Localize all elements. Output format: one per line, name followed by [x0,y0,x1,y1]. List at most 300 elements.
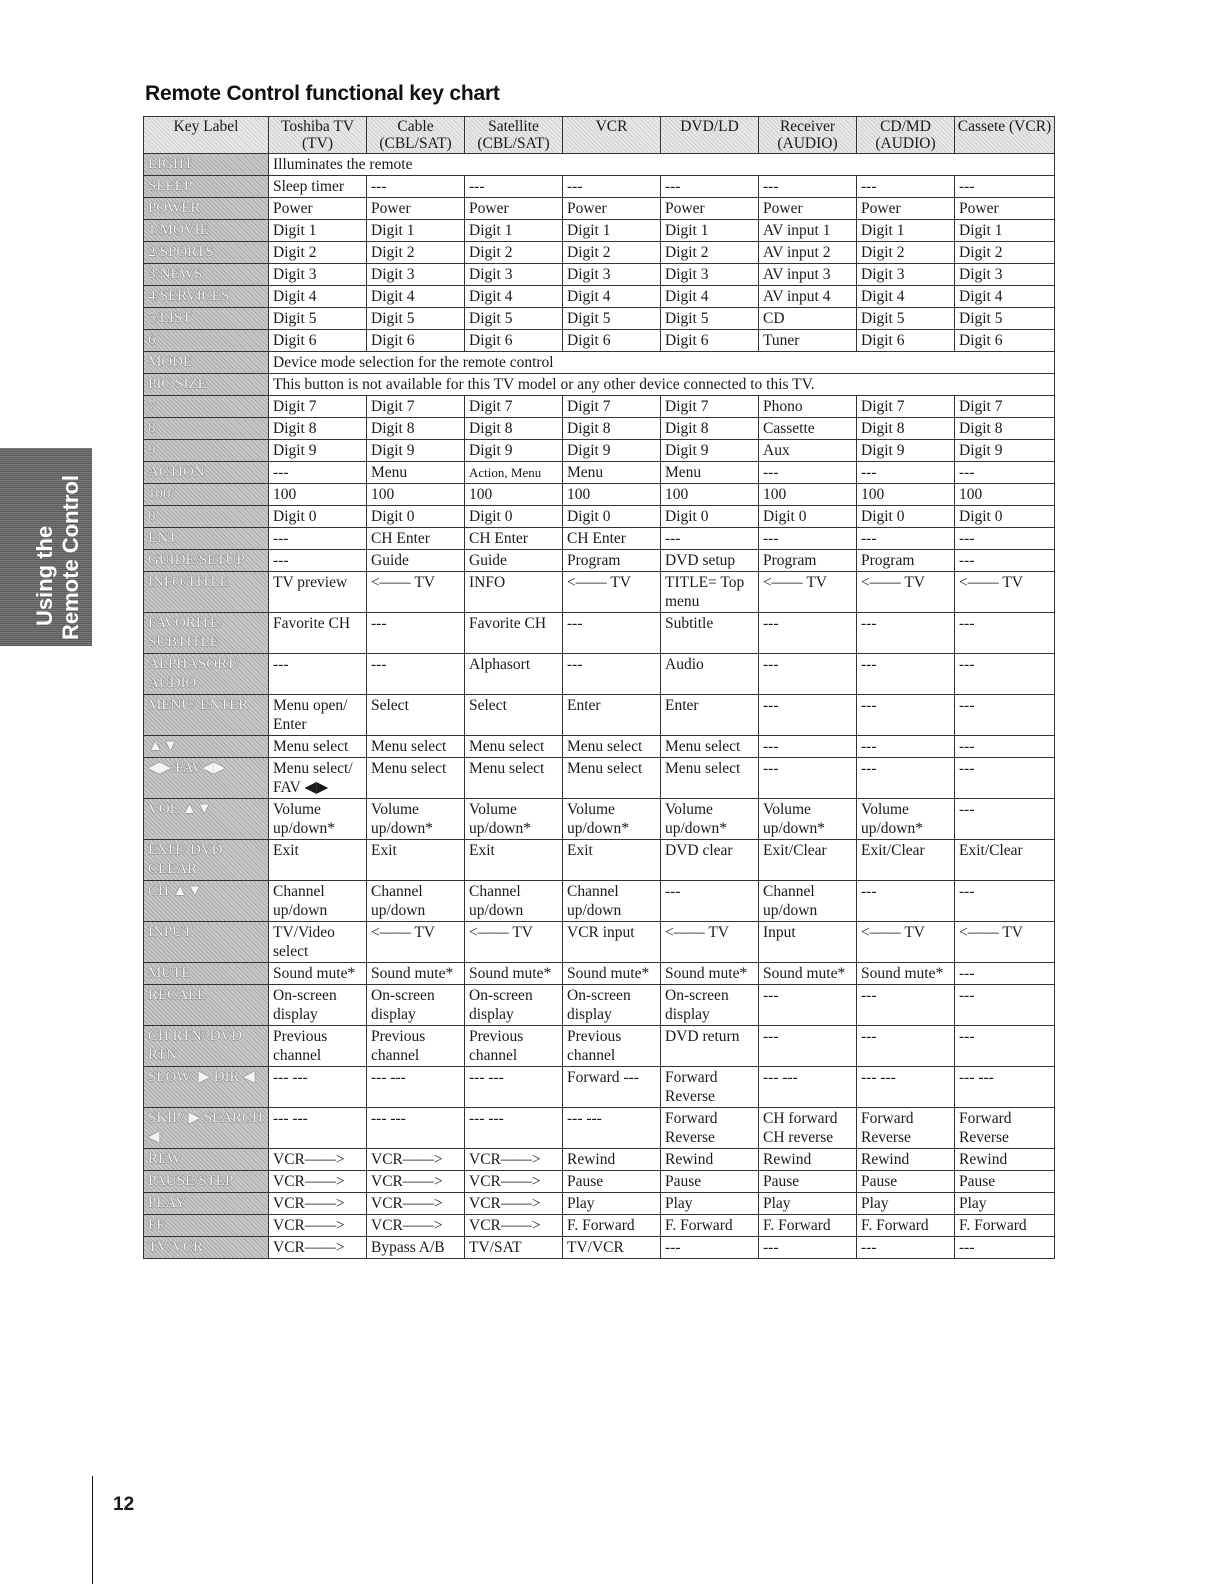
function-cell: --- --- [269,1108,367,1149]
function-cell: Volume up/down* [857,799,955,840]
function-cell: 100 [465,484,563,506]
function-cell: Play [857,1193,955,1215]
function-cell: 100 [367,484,465,506]
key-label-text: RECALL [148,987,207,1003]
key-label-text: 5/LIST [148,310,192,326]
function-cell: Menu open/ Enter [269,695,367,736]
function-cell: <—— TV [367,572,465,613]
key-label-text: 3/NEWS [148,266,203,282]
function-cell: On-screen display [269,985,367,1026]
key-label-text: VOL ▲▼ [148,801,212,817]
function-cell: TV preview [269,572,367,613]
function-cell: Digit 5 [563,308,661,330]
function-cell: VCR——> [269,1193,367,1215]
function-cell: Digit 0 [367,506,465,528]
table-row [144,352,1055,374]
function-cell: --- [857,695,955,736]
function-cell: --- [955,758,1055,799]
key-label-text: 7 [148,398,156,414]
function-cell: Play [759,1193,857,1215]
function-cell: Forward Reverse [857,1108,955,1149]
function-cell: VCR input [563,922,661,963]
function-cell: Digit 6 [367,330,465,352]
function-cell: --- [563,613,661,654]
key-label-cell [144,176,269,198]
table-row [144,1237,1055,1259]
function-cell: Digit 2 [661,242,759,264]
function-cell: --- [269,462,367,484]
function-cell: 100 [955,484,1055,506]
table-row [144,1108,1055,1149]
function-cell: Digit 9 [367,440,465,462]
function-cell: Digit 4 [269,286,367,308]
function-cell: Menu select [367,758,465,799]
function-cell: <—— TV [465,922,563,963]
function-cell: --- [759,1026,857,1067]
key-label-cell [144,396,269,418]
function-cell: VCR——> [367,1215,465,1237]
function-cell: <—— TV [759,572,857,613]
function-cell: Play [563,1193,661,1215]
function-cell: VCR——> [465,1171,563,1193]
table-row [144,506,1055,528]
function-cell: Digit 8 [955,418,1055,440]
table-row [144,418,1055,440]
function-cell: Digit 8 [465,418,563,440]
function-cell: Power [563,198,661,220]
function-cell: --- [955,528,1055,550]
table-row [144,840,1055,881]
function-cell: Select [465,695,563,736]
function-cell: --- [759,695,857,736]
function-cell: Action, Menu [465,462,563,484]
function-cell: Digit 3 [269,264,367,286]
function-cell: Digit 6 [955,330,1055,352]
function-cell: Digit 0 [955,506,1055,528]
function-cell: Digit 6 [269,330,367,352]
function-cell: --- [955,176,1055,198]
function-cell: Digit 4 [857,286,955,308]
function-cell: Audio [661,654,759,695]
function-cell: Digit 9 [563,440,661,462]
function-cell: VCR——> [269,1171,367,1193]
function-cell: VCR——> [367,1149,465,1171]
function-cell: --- [857,462,955,484]
function-cell: Forward Reverse [661,1067,759,1108]
spanning-description-cell: Illuminates the remote [269,154,1055,176]
key-label-text: INPUT [148,924,193,940]
function-cell: Exit [563,840,661,881]
table-row [144,613,1055,654]
function-cell: --- [563,176,661,198]
function-cell: Power [759,198,857,220]
key-label-text: TV/VCR [148,1239,204,1255]
function-cell: Digit 1 [367,220,465,242]
page-margin-rule [92,1476,93,1584]
function-cell: Menu select [269,736,367,758]
function-cell: Digit 5 [857,308,955,330]
function-cell: On-screen display [367,985,465,1026]
function-cell: --- [661,528,759,550]
function-cell: Play [955,1193,1055,1215]
function-cell: TV/SAT [465,1237,563,1259]
function-cell: Digit 3 [563,264,661,286]
key-label-text: SLEEP [148,178,193,194]
function-cell: Digit 7 [465,396,563,418]
function-cell: --- [759,176,857,198]
function-cell: Input [759,922,857,963]
function-cell: Digit 6 [857,330,955,352]
function-cell: Menu select [465,758,563,799]
function-cell: Digit 2 [857,242,955,264]
table-row [144,758,1055,799]
key-label-cell [144,418,269,440]
key-label-cell [144,198,269,220]
function-cell: Rewind [661,1149,759,1171]
function-cell: Volume up/down* [759,799,857,840]
function-cell: Sound mute* [857,963,955,985]
function-cell: Bypass A/B [367,1237,465,1259]
function-cell: VCR——> [465,1215,563,1237]
table-row [144,396,1055,418]
function-cell: Digit 1 [661,220,759,242]
function-cell: Digit 4 [955,286,1055,308]
table-row [144,528,1055,550]
function-cell: Digit 1 [857,220,955,242]
function-cell: Menu [563,462,661,484]
key-label-cell [144,374,269,396]
key-label-text: SLOW/ ▶ DIR ◀ [148,1069,255,1085]
function-cell: Digit 9 [661,440,759,462]
key-label-text: PIC SIZE [148,376,207,392]
function-cell: Pause [661,1171,759,1193]
function-cell: Previous channel [465,1026,563,1067]
table-row [144,736,1055,758]
function-cell: Program [759,550,857,572]
function-cell: VCR——> [269,1149,367,1171]
function-cell: VCR——> [269,1237,367,1259]
key-label-text: MODE [148,354,193,370]
key-label-text: POWER [148,200,201,216]
table-row [144,264,1055,286]
function-cell: Digit 8 [269,418,367,440]
functional-key-chart [143,116,1055,1259]
function-cell: --- [269,654,367,695]
function-cell: Digit 1 [269,220,367,242]
key-label-text: REW [148,1151,182,1167]
function-cell: --- [759,462,857,484]
key-label-text: INFO/TITLE [148,574,229,590]
column-header: Cable (CBL/SAT) [367,117,465,154]
function-cell: Digit 6 [661,330,759,352]
function-cell: 100 [661,484,759,506]
key-label-text: 100/ [148,486,175,502]
table-row [144,1171,1055,1193]
function-cell: Power [955,198,1055,220]
function-cell: Digit 2 [955,242,1055,264]
function-cell: Forward Reverse [661,1108,759,1149]
key-label-cell [144,799,269,840]
table-row [144,1193,1055,1215]
key-label-cell [144,528,269,550]
function-cell: --- [955,654,1055,695]
function-cell: --- [759,736,857,758]
function-cell: Power [367,198,465,220]
key-label-cell [144,308,269,330]
key-label-text: 9 [148,442,156,458]
function-cell: Power [661,198,759,220]
function-cell: Digit 8 [661,418,759,440]
function-cell: Digit 5 [367,308,465,330]
key-label-text: 4/SERVICES [148,288,230,304]
function-cell: VCR——> [269,1215,367,1237]
function-cell: Digit 3 [367,264,465,286]
function-cell: Digit 0 [465,506,563,528]
function-cell: <—— TV [857,922,955,963]
function-cell: On-screen display [465,985,563,1026]
key-label-cell [144,1108,269,1149]
function-cell: --- [269,528,367,550]
function-cell: Rewind [759,1149,857,1171]
key-label-text: PAUSE/STEP [148,1173,234,1189]
key-label-cell [144,695,269,736]
function-cell: Digit 8 [563,418,661,440]
table-row [144,484,1055,506]
function-cell: --- [661,1237,759,1259]
key-label-text: CH RTN/ DVD RTN [148,1028,243,1063]
function-cell: INFO [465,572,563,613]
function-cell: Digit 6 [465,330,563,352]
key-label-cell [144,1193,269,1215]
function-cell: Digit 0 [857,506,955,528]
function-cell: Select [367,695,465,736]
function-cell: --- [857,654,955,695]
key-label-cell [144,1237,269,1259]
function-cell: --- --- [759,1067,857,1108]
function-cell: Volume up/down* [465,799,563,840]
key-label-text: FAVORITE/ SUBTITLE [148,615,224,650]
function-cell: --- --- [563,1108,661,1149]
function-cell: <—— TV [563,572,661,613]
function-cell: --- [857,985,955,1026]
function-cell: Digit 1 [955,220,1055,242]
key-label-cell [144,922,269,963]
function-cell: Digit 1 [465,220,563,242]
key-label-cell [144,462,269,484]
function-cell: VCR——> [367,1193,465,1215]
function-cell: VCR——> [367,1171,465,1193]
key-label-text: ALPHASORT/ AUDIO [148,656,240,691]
function-cell: Digit 0 [759,506,857,528]
function-cell: Digit 3 [955,264,1055,286]
function-cell: Channel up/down [269,881,367,922]
function-cell: --- --- [955,1067,1055,1108]
function-cell: Previous channel [269,1026,367,1067]
function-cell: Rewind [955,1149,1055,1171]
function-cell: TITLE= Top menu [661,572,759,613]
function-cell: --- [955,550,1055,572]
function-cell: CH Enter [465,528,563,550]
function-cell: AV input 1 [759,220,857,242]
function-cell: Digit 4 [367,286,465,308]
function-cell: Digit 3 [857,264,955,286]
key-label-cell [144,220,269,242]
function-cell: Aux [759,440,857,462]
function-cell: --- [367,176,465,198]
function-cell: Play [661,1193,759,1215]
function-cell: Guide [465,550,563,572]
function-cell: --- [759,613,857,654]
key-label-text: 1/MOVIE [148,222,209,238]
key-label-text: SKIP/ ▶ SEARCH ◀ [148,1110,263,1145]
function-cell: Pause [857,1171,955,1193]
function-cell: Digit 8 [367,418,465,440]
function-cell: 100 [269,484,367,506]
function-cell: TV/VCR [563,1237,661,1259]
key-label-cell [144,736,269,758]
function-cell: --- [857,176,955,198]
section-side-tab [0,448,92,646]
function-cell: --- --- [269,1067,367,1108]
function-cell: Sound mute* [269,963,367,985]
function-cell: Volume up/down* [563,799,661,840]
column-header: Receiver (AUDIO) [759,117,857,154]
function-cell: --- --- [857,1067,955,1108]
page-number: 12 [113,1494,135,1515]
function-cell: Power [857,198,955,220]
function-cell: Digit 8 [857,418,955,440]
function-cell: Exit/Clear [857,840,955,881]
function-cell: F. Forward [661,1215,759,1237]
key-label-cell [144,758,269,799]
table-row [144,286,1055,308]
function-cell: --- --- [367,1067,465,1108]
function-cell: F. Forward [955,1215,1055,1237]
function-cell: Pause [955,1171,1055,1193]
function-cell: Exit/Clear [955,840,1055,881]
side-tab-line2: Remote Control [58,475,83,640]
key-label-text: MENU/ ENTER [148,697,249,713]
column-header-key-label: Key Label [144,117,269,154]
key-label-cell [144,1067,269,1108]
table-row [144,922,1055,963]
key-label-cell [144,881,269,922]
function-cell: TV/Video select [269,922,367,963]
function-cell: Digit 5 [955,308,1055,330]
function-cell: --- [955,799,1055,840]
function-cell: Sound mute* [367,963,465,985]
table-row [144,462,1055,484]
function-cell: 100 [759,484,857,506]
function-cell: Digit 9 [857,440,955,462]
column-header: Satellite (CBL/SAT) [465,117,563,154]
function-cell: Digit 7 [857,396,955,418]
key-label-text: ACTION [148,464,205,480]
function-cell: DVD return [661,1026,759,1067]
spanning-description-cell: Device mode selection for the remote control [269,352,1055,374]
function-cell: Previous channel [563,1026,661,1067]
table-row [144,1215,1055,1237]
table-row [144,881,1055,922]
function-cell: Cassette [759,418,857,440]
function-cell: Guide [367,550,465,572]
column-header: CD/MD (AUDIO) [857,117,955,154]
function-cell: Digit 5 [465,308,563,330]
function-cell: Sound mute* [465,963,563,985]
function-cell: 100 [563,484,661,506]
key-label-text: 2/SPORTS [148,244,214,260]
key-label-text: PLAY [148,1195,186,1211]
function-cell: --- [465,176,563,198]
function-cell: Digit 2 [367,242,465,264]
function-cell: --- [955,963,1055,985]
function-cell: Menu select [563,758,661,799]
function-cell: 100 [857,484,955,506]
function-cell: CH Enter [367,528,465,550]
key-label-text: 0 [148,508,156,524]
table-row [144,308,1055,330]
key-label-cell [144,352,269,374]
function-cell: Power [465,198,563,220]
function-cell: <—— TV [857,572,955,613]
function-cell: Menu [367,462,465,484]
function-cell: --- [759,654,857,695]
function-cell: --- [955,736,1055,758]
function-cell: Digit 7 [955,396,1055,418]
function-cell: Digit 6 [563,330,661,352]
function-cell: Rewind [857,1149,955,1171]
function-cell: Favorite CH [465,613,563,654]
function-cell: Menu select [465,736,563,758]
table-row [144,220,1055,242]
key-label-cell [144,286,269,308]
function-cell: Phono [759,396,857,418]
function-cell: CD [759,308,857,330]
key-label-text: ENT [148,530,178,546]
table-row [144,1026,1055,1067]
function-cell: --- [955,881,1055,922]
function-cell: Rewind [563,1149,661,1171]
function-cell: F. Forward [759,1215,857,1237]
table-row [144,1067,1055,1108]
function-cell: Channel up/down [563,881,661,922]
function-cell: Alphasort [465,654,563,695]
function-cell: Digit 7 [661,396,759,418]
function-cell: Digit 9 [955,440,1055,462]
table-row [144,1149,1055,1171]
key-label-cell [144,1215,269,1237]
key-label-text: ▲▼ [148,738,178,754]
function-cell: --- [759,528,857,550]
function-cell: Program [857,550,955,572]
function-cell: Exit [465,840,563,881]
function-cell: Exit [367,840,465,881]
function-cell: Digit 4 [465,286,563,308]
key-label-text: CH ▲▼ [148,883,203,899]
function-cell: Digit 5 [661,308,759,330]
function-cell: --- [857,613,955,654]
function-cell: Digit 2 [465,242,563,264]
table-row [144,330,1055,352]
function-cell: Channel up/down [759,881,857,922]
function-cell: Digit 7 [367,396,465,418]
function-cell: Program [563,550,661,572]
key-label-cell [144,242,269,264]
function-cell: Digit 1 [563,220,661,242]
function-cell: F. Forward [857,1215,955,1237]
key-label-cell [144,963,269,985]
function-cell: Pause [563,1171,661,1193]
